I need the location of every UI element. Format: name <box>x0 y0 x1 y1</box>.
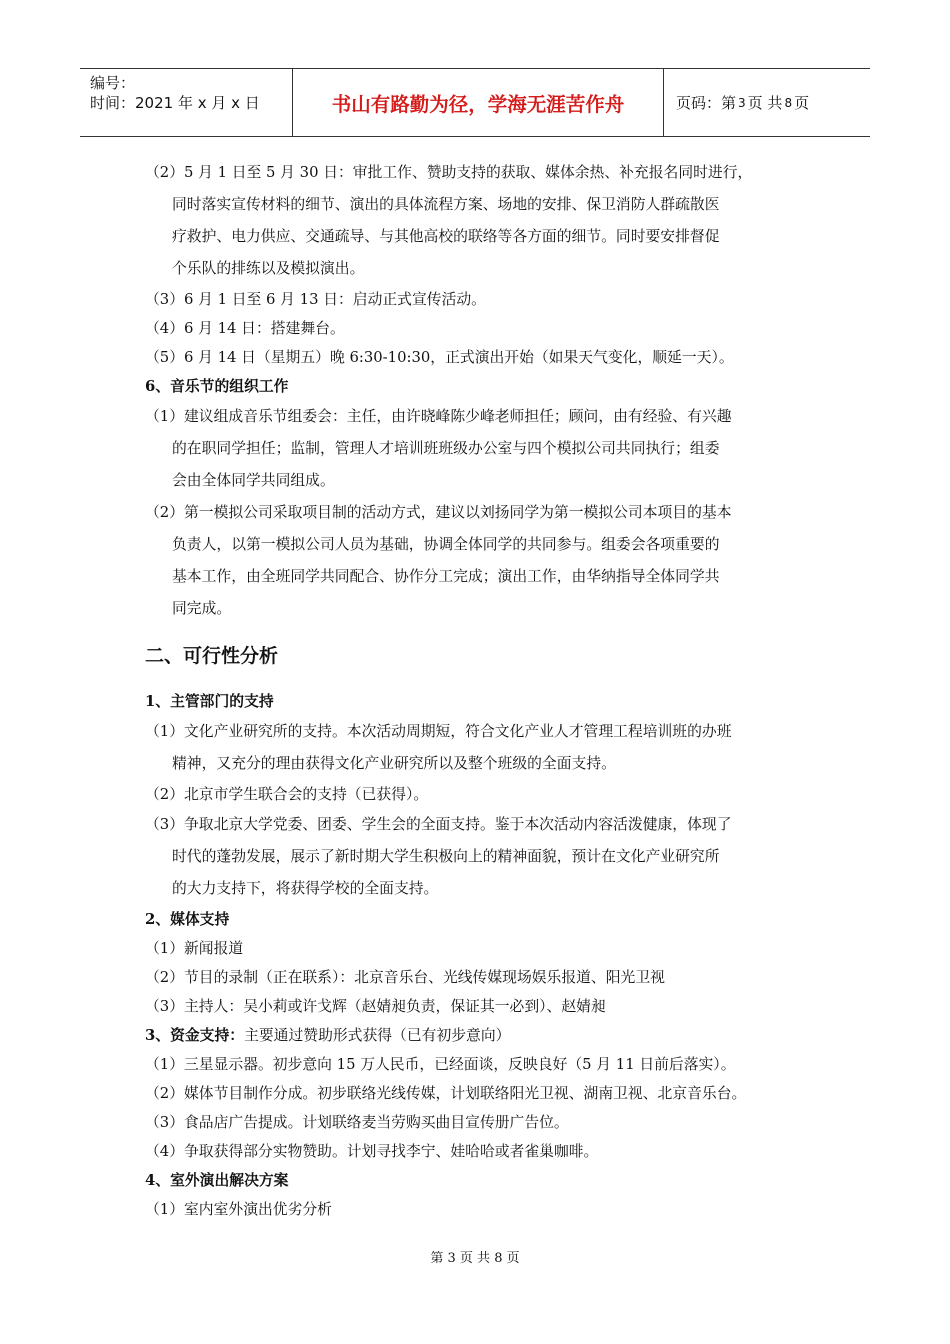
paragraph-line: 疗救护、电力供应、交通疏导、与其他高校的联络等各方面的细节。同时要安排督促 <box>172 228 720 245</box>
paragraph-line: 会由全体同学共同组成。 <box>172 472 335 489</box>
page-prefix: 页码：第 <box>676 94 737 112</box>
document-number-label: 编号： <box>90 74 136 92</box>
paragraph-line: （1）建议组成音乐节组委会：主任，由许晓峰陈少峰老师担任；顾问，由有经验、有兴趣 <box>145 408 732 425</box>
subheading: 6、音乐节的组织工作 <box>145 378 289 395</box>
paragraph-line: （2）媒体节目制作分成。初步联络光线传媒，计划联络阳光卫视、湖南卫视、北京音乐台。 <box>145 1085 747 1102</box>
paragraph-line: （4）争取获得部分实物赞助。计划寻找李宁、娃哈哈或者雀巢咖啡。 <box>145 1143 599 1160</box>
paragraph-line: 精神，又充分的理由获得文化产业研究所以及整个班级的全面支持。 <box>172 755 616 772</box>
document-body <box>145 157 825 1224</box>
page-suffix: 页 <box>794 94 810 112</box>
section-heading: 二、可行性分析 <box>145 645 279 667</box>
paragraph-line: （1）新闻报道 <box>145 940 244 957</box>
paragraph-line: 负责人，以第一模拟公司人员为基础，协调全体同学的共同参与。组委会各项重要的 <box>172 536 720 553</box>
paragraph-line: （3）争取北京大学党委、团委、学生会的全面支持。鉴于本次活动内容活泼健康，体现了 <box>145 816 732 833</box>
paragraph-line: （3）食品店广告提成。计划联络麦当劳购买曲目宣传册广告位。 <box>145 1114 569 1131</box>
paragraph-line: 的大力支持下，将获得学校的全面支持。 <box>172 880 439 897</box>
subheading-funding-text: 主要通过赞助形式获得（已有初步意向） <box>244 1027 511 1044</box>
paragraph-line: （2）第一模拟公司采取项目制的活动方式，建议以刘扬同学为第一模拟公司本项目的基本 <box>145 504 732 521</box>
paragraph-line: （4）6 月 14 日：搭建舞台。 <box>145 320 345 337</box>
paragraph-line: （2）北京市学生联合会的支持（已获得）。 <box>145 786 429 803</box>
document-date: 时间：2021 年 x 月 x 日 <box>90 94 260 112</box>
paragraph-line: （1）三星显示器。初步意向 15 万人民币，已经面谈，反映良好（5 月 11 日前后落实）。 <box>145 1056 736 1073</box>
header-meta <box>80 69 293 136</box>
page-number: 3 <box>738 95 746 110</box>
page-mid: 页 共 <box>747 94 783 112</box>
page-total: 8 <box>784 95 793 110</box>
paragraph-line: 同时落实宣传材料的细节、演出的具体流程方案、场地的安排、保卫消防人群疏散医 <box>172 196 720 213</box>
page-footer: 第 3 页 共 8 页 <box>430 1251 520 1266</box>
paragraph-line: 基本工作，由全班同学共同配合、协作分工完成；演出工作，由华纳指导全体同学共 <box>172 568 720 585</box>
header-motto: 书山有路勤为径，学海无涯苦作舟 <box>293 69 664 136</box>
header-page-info <box>664 69 870 136</box>
paragraph-line: （2）节目的录制（正在联系）：北京音乐台、光线传媒现场娱乐报道、阳光卫视 <box>145 969 665 986</box>
paragraph-line: 同完成。 <box>172 600 232 617</box>
page-header <box>80 68 870 137</box>
paragraph-line: （1）室内室外演出优劣分析 <box>145 1201 332 1218</box>
paragraph-line: （3）主持人：吴小莉或许戈辉（赵婧昶负责，保证其一必到）、赵婧昶 <box>145 998 606 1015</box>
subheading: 1、主管部门的支持 <box>145 693 274 710</box>
paragraph-line: 的在职同学担任；监制，管理人才培训班班级办公室与四个模拟公司共同执行；组委 <box>172 440 720 457</box>
subheading: 4、室外演出解决方案 <box>145 1172 289 1189</box>
paragraph-line: （5）6 月 14 日（星期五）晚 6:30-10:30，正式演出开始（如果天气变化，顺延一天）。 <box>145 349 734 366</box>
paragraph-line: （3）6 月 1 日至 6 月 13 日：启动正式宣传活动。 <box>145 291 486 308</box>
paragraph-line: 时代的蓬勃发展，展示了新时期大学生积极向上的精神面貌，预计在文化产业研究所 <box>172 848 720 865</box>
paragraph-line: （2）5 月 1 日至 5 月 30 日：审批工作、赞助支持的获取、媒体余热、补充报名同时进行， <box>145 164 753 181</box>
paragraph-line: （1）文化产业研究所的支持。本次活动周期短，符合文化产业人才管理工程培训班的办班 <box>145 723 732 740</box>
subheading-funding <box>145 1021 825 1050</box>
subheading-funding-title: 3、资金支持： <box>145 1027 245 1044</box>
paragraph-line: 个乐队的排练以及模拟演出。 <box>172 260 365 277</box>
subheading: 2、媒体支持 <box>145 911 230 928</box>
